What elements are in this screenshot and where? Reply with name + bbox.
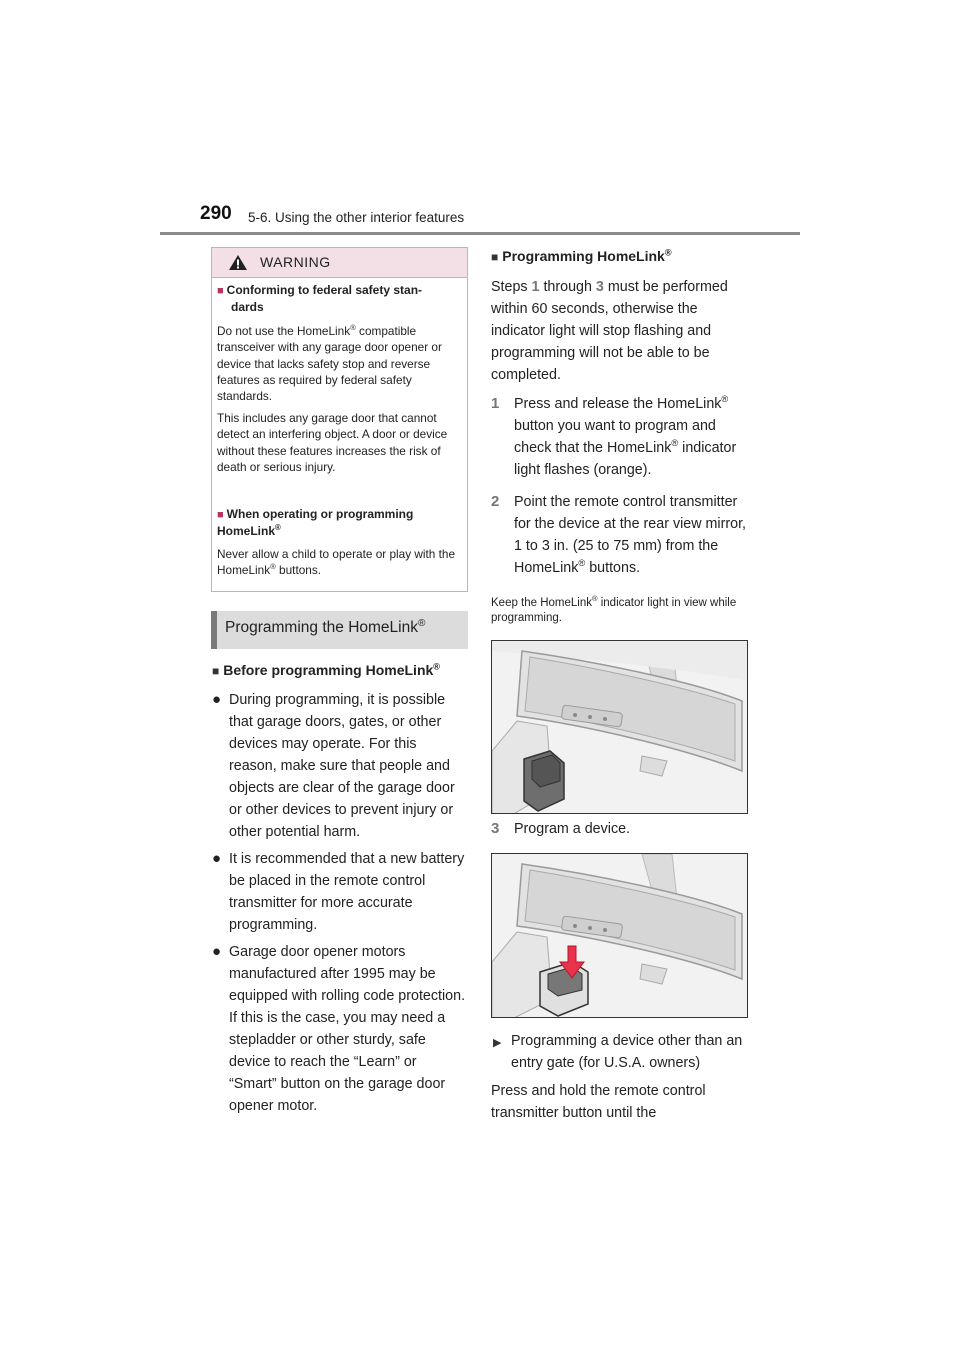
intro-step-b: 3 [595, 279, 604, 295]
step-text: Point the remote control transmitter for the device at the rear view mirror, 1 to 3 in. (25 to 75 mm) from the HomeLink® buttons. [514, 494, 747, 576]
step-3 [491, 818, 751, 840]
bullet-item [212, 848, 467, 936]
step-number: 2 [491, 493, 500, 510]
step-number: 1 [491, 395, 500, 412]
step-text: Program a device. [514, 821, 631, 837]
indicator-note: Keep the HomeLink® indicator light in view while programming. [491, 594, 737, 624]
warning-paragraph-3 [217, 546, 465, 579]
warning-paragraph-1 [217, 323, 465, 404]
warning-subheading-2: ■ When operating or programming HomeLink® [217, 507, 414, 538]
warning-triangle-icon [228, 254, 248, 271]
warning-paragraph-2 [217, 410, 465, 475]
sub-item-text: Programming a device other than an entry gate (for U.S.A. owners) [511, 1033, 743, 1071]
bullet-item [212, 689, 467, 843]
triangle-bullet-icon: ▶ [493, 1037, 502, 1049]
warning-subheading-2-text: When operating or programming HomeLink® [217, 507, 414, 538]
warning-paragraph-2-text: This includes any garage door that cannot detect an interfering object. A door or device without these features increases the risk of death or serious injury. [217, 411, 448, 474]
intro-mid: through [539, 279, 596, 295]
bullet-dot-icon: ● [212, 943, 222, 960]
rear-view-mirror-image [492, 641, 748, 814]
warning-paragraph-1-text: Do not use the HomeLink® compatible transceiver with any garage door opener or device that lacks safety stop and reverse features as required by federal safety standards. [217, 323, 442, 404]
header-rule [160, 232, 800, 235]
step-1 [491, 393, 751, 485]
warning-box [211, 247, 468, 592]
bullet-text: During programming, it is possible that garage doors, gates, or other devices may operate. For this reason, make sure that people and objects are clear of the garage door or other devices to prevent injury or other potential harm. [229, 692, 455, 840]
before-programming-heading-text: Before programming HomeLink® [223, 661, 440, 678]
step-text: Press and release the HomeLink® button you want to program and check that the HomeLink® indicator light flashes (orange). [514, 394, 737, 478]
warning-subheading-1-l1: Conforming to federal safety stan- [226, 283, 423, 297]
sub-item [491, 1030, 751, 1074]
warning-header [212, 248, 467, 278]
before-programming-heading: ■ Before programming HomeLink® [212, 661, 440, 678]
warning-subheading-1-l2: dards [231, 300, 264, 314]
intro-pre: Steps [491, 279, 532, 295]
bullet-text: Garage door opener motors manufactured after 1995 may be equipped with rolling code protection. If this is the case, you may need a stepladder or other sturdy, safe device to reach the “Learn” or “Smart” button on the garage door opener motor. [229, 944, 466, 1114]
bullet-text: It is recommended that a new battery be placed in the remote control transmitter for more accurate programming. [229, 851, 465, 933]
section-title-bar [211, 611, 468, 649]
warning-title: WARNING [260, 254, 331, 270]
bullet-dot-icon: ● [212, 691, 222, 708]
intro-step-a: 1 [531, 279, 540, 295]
step-2 [491, 491, 751, 583]
bullet-dot-icon: ● [212, 850, 222, 867]
final-paragraph: Press and hold the remote control transmitter button until the [491, 1083, 706, 1121]
programming-heading-text: Programming HomeLink® [502, 247, 672, 264]
section-title: Programming the HomeLink® [225, 617, 426, 636]
section-heading: 5-6. Using the other interior features [248, 210, 465, 225]
warning-subheading-1: ■ Conforming to federal safety stan- dards [217, 283, 423, 314]
warning-paragraph-3-text: Never allow a child to operate or play with the HomeLink® buttons. [217, 547, 456, 578]
bullet-item [212, 941, 467, 1117]
mirror-illustration-1 [491, 640, 748, 814]
page-header [0, 0, 960, 240]
rear-view-mirror-pressing-image [492, 854, 748, 1018]
page-number: 290 [200, 203, 232, 224]
programming-heading: ■ Programming HomeLink® [491, 247, 672, 264]
mirror-illustration-2 [491, 853, 748, 1018]
intro-post: must be performed within 60 seconds, otherwise the indicator light will stop flashing and programming will not be able to be completed. [491, 279, 728, 383]
programming-intro [491, 276, 751, 386]
step-number: 3 [491, 820, 500, 837]
